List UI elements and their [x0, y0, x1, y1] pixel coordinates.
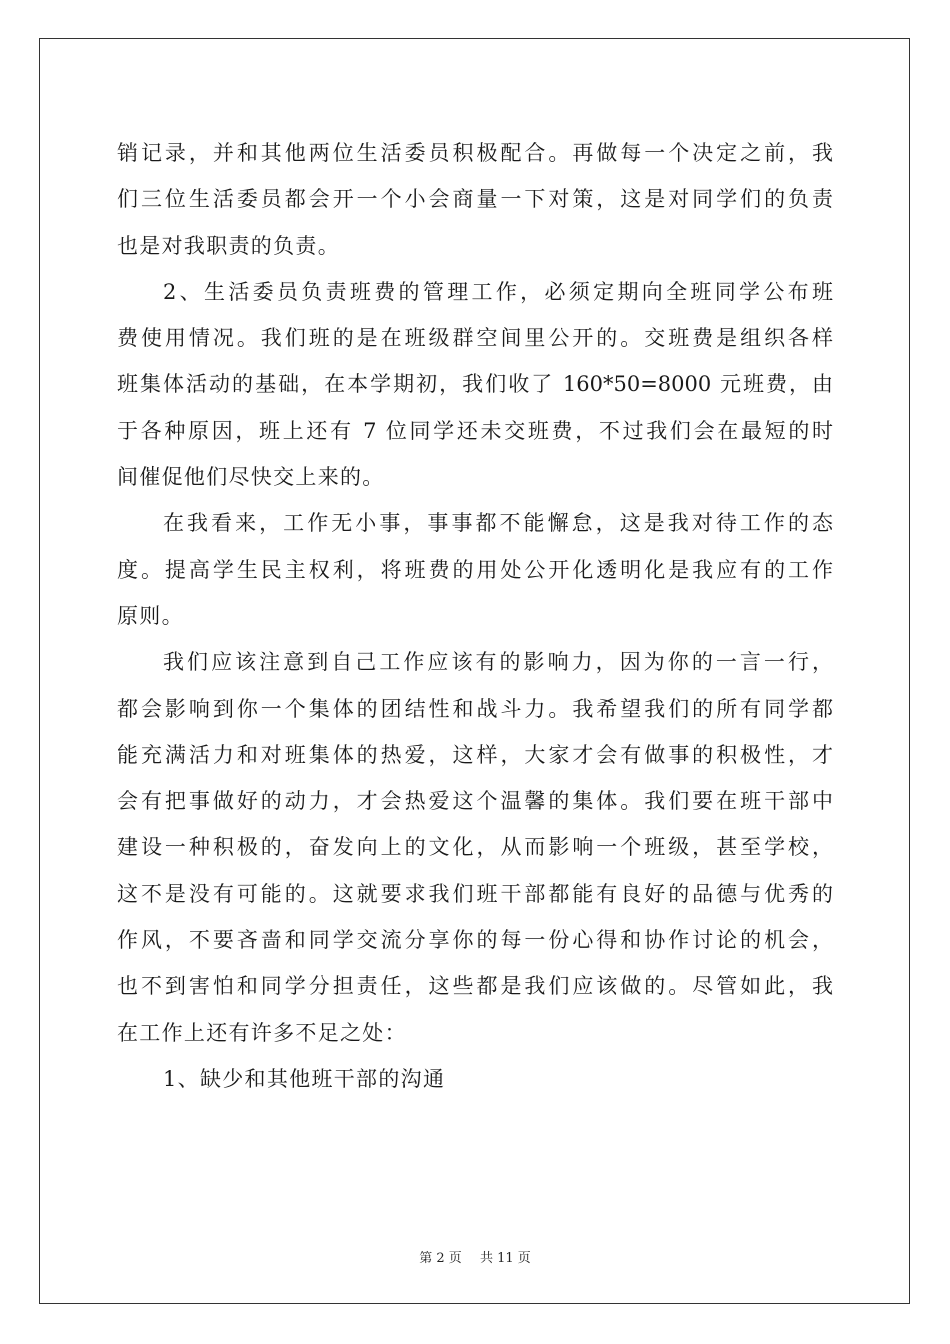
text-line: 在我看来，工作无小事，事事都不能懈怠，这是我对待工作的态	[163, 511, 833, 536]
text-line: 班集体活动的基础，在本学期初，我们收了 160*50=8000 元班费，由	[117, 372, 833, 397]
document-body	[117, 130, 833, 1102]
text-line: 费使用情况。我们班的是在班级群空间里公开的。交班费是组织各样	[117, 326, 833, 351]
page-footer	[0, 1247, 950, 1266]
text-line: 建设一种积极的，奋发向上的文化，从而影响一个班级，甚至学校，	[117, 835, 833, 860]
text-line: 间催促他们尽快交上来的。	[117, 465, 385, 490]
text-line: 这不是没有可能的。这就要求我们班干部都能有良好的品德与优秀的	[117, 881, 833, 906]
text-line: 能充满活力和对班集体的热爱，这样，大家才会有做事的积极性，才	[117, 742, 833, 767]
text-line: 会有把事做好的动力，才会热爱这个温馨的集体。我们要在班干部中	[117, 789, 833, 814]
text-line: 也是对我职责的负责。	[117, 233, 340, 258]
text-line: 作风，不要吝啬和同学交流分享你的每一份心得和协作讨论的机会，	[117, 928, 833, 953]
text-line: 原则。	[117, 603, 184, 628]
text-line: 在工作上还有许多不足之处：	[117, 1020, 407, 1045]
text-line: 我们应该注意到自己工作应该有的影响力，因为你的一言一行，	[163, 650, 833, 675]
text-line: 度。提高学生民主权利，将班费的用处公开化透明化是我应有的工作	[117, 557, 833, 582]
text-line: 们三位生活委员都会开一个小会商量一下对策，这是对同学们的负责	[117, 187, 833, 212]
page-number: 第 2 页	[419, 1251, 462, 1266]
text-line: 2、生活委员负责班费的管理工作，必须定期向全班同学公布班	[163, 279, 833, 304]
text-line: 也不到害怕和同学分担责任，这些都是我们应该做的。尽管如此，我	[117, 974, 833, 999]
page-total: 共 11 页	[479, 1251, 531, 1266]
text-line: 销记录，并和其他两位生活委员积极配合。再做每一个决定之前，我	[117, 141, 833, 165]
text-line: 于各种原因，班上还有 7 位同学还未交班费，不过我们会在最短的时	[117, 418, 833, 443]
text-line: 都会影响到你一个集体的团结性和战斗力。我希望我们的所有同学都	[117, 696, 833, 721]
text-line: 1、缺少和其他班干部的沟通	[163, 1066, 446, 1091]
